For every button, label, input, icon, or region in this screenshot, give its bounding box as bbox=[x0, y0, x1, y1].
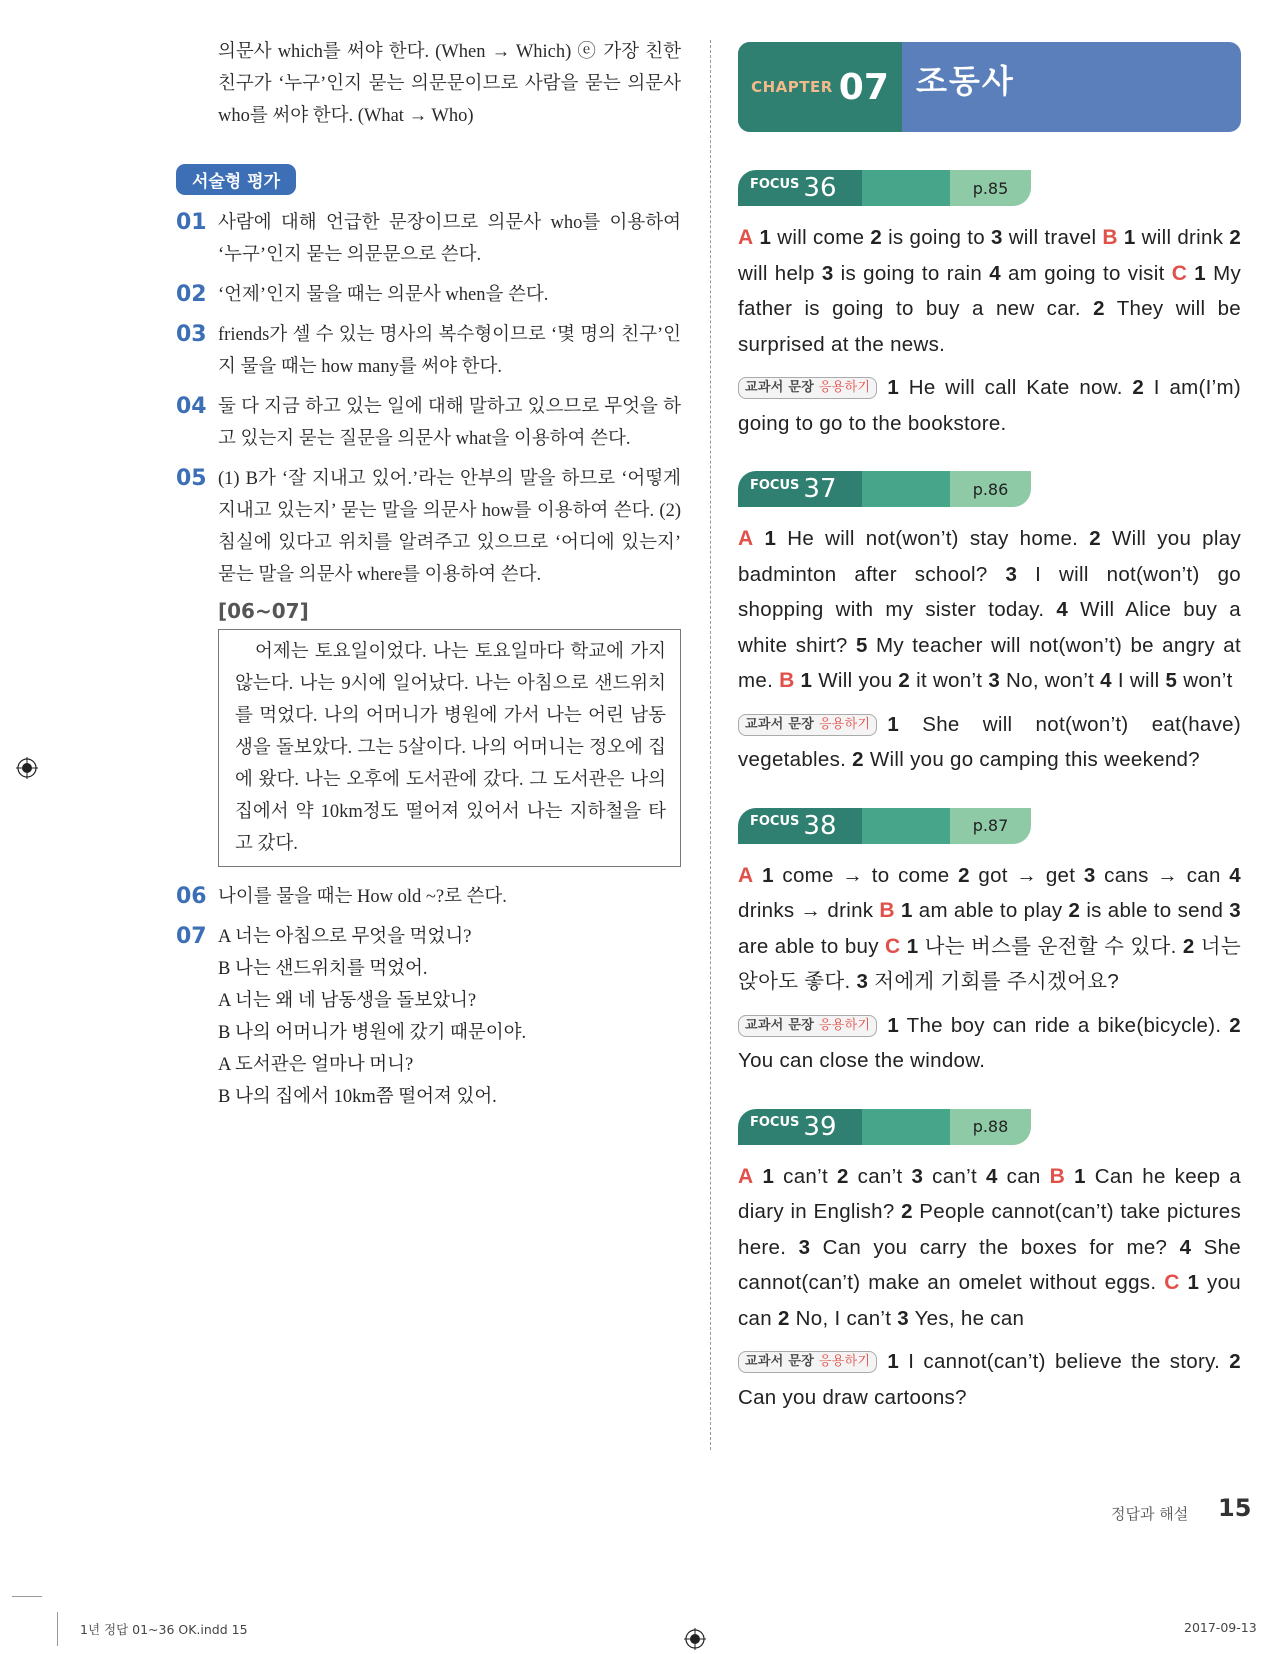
focus-bar bbox=[738, 808, 1031, 844]
crop-mark bbox=[12, 1596, 42, 1597]
section-letter: C bbox=[885, 934, 901, 958]
answer-text: Can he keep a diary in English? bbox=[738, 1164, 1242, 1223]
dialog-line: B 나의 어머니가 병원에 갔기 때문이야. bbox=[218, 1023, 527, 1043]
answer-text: Will you go camping this weekend? bbox=[863, 748, 1200, 771]
passage-text: 어제는 토요일이었다. 나는 토요일마다 학교에 가지 않는다. 나는 9시에 일어났다. 나는 아침으로 샌드위치를 먹었다. 나의 어머니가 병원에 가서 나는 어린 남동생을 돌보았다. 그는 5살이다. 나의 어머니는 정오에 집에 왔다. 나는 오후에 도서관에 갔다. 그 도서관은 나의 집에서 약 10km정도 떨어져 있어서 나는 지하철을 타고 갔다. bbox=[235, 642, 666, 854]
item-text: ‘언제’인지 물을 때는 의문사 when을 쓴다. bbox=[218, 285, 549, 305]
focus-word: FOCUS bbox=[750, 176, 800, 192]
answer-text: She will not(won’t) eat(have) vegetables. bbox=[738, 712, 1241, 771]
focus-answers bbox=[738, 220, 1241, 362]
answer-text: He will not(won’t) stay home. bbox=[776, 527, 1090, 550]
answer-text: is going to bbox=[882, 226, 991, 249]
textbook-answers bbox=[738, 707, 1241, 778]
focus-section bbox=[738, 170, 1241, 441]
answer-number: 3 bbox=[856, 970, 869, 993]
answer-text: No, I can’t bbox=[789, 1306, 898, 1330]
answer-item bbox=[176, 391, 681, 455]
focus-number: 37 bbox=[803, 474, 837, 504]
textbook-answers bbox=[738, 370, 1241, 441]
answer-item bbox=[176, 279, 681, 311]
answer-text: you can bbox=[738, 1271, 1241, 1330]
focus-word: FOCUS bbox=[750, 1115, 800, 1130]
focus-number: 38 bbox=[803, 810, 837, 841]
answer-number: 2 bbox=[1229, 1350, 1241, 1373]
section-letter: A bbox=[738, 226, 754, 249]
answer-text: 너는 앉아도 좋다. bbox=[738, 934, 1241, 993]
section-letter: A bbox=[738, 863, 754, 887]
answer-text: can’t bbox=[774, 1164, 837, 1188]
focus-number: 39 bbox=[803, 1111, 837, 1142]
answer-text: Will you play badminton after school? bbox=[738, 527, 1241, 586]
answer-text: You can close the window. bbox=[738, 1049, 986, 1072]
passage-box bbox=[218, 629, 681, 867]
answer-number: 5 bbox=[855, 633, 868, 657]
chapter-title: 조동사 bbox=[916, 62, 1015, 100]
section-letter: A bbox=[738, 527, 754, 550]
focus-number: 36 bbox=[803, 173, 837, 203]
answer-text: can’t bbox=[923, 1164, 986, 1188]
dialog-line: A 너는 아침으로 무엇을 먹었니? bbox=[218, 927, 472, 947]
focus-answers bbox=[738, 1159, 1241, 1337]
textbook-tag: 교과서 문장 응용하기 bbox=[738, 377, 877, 399]
answer-number: 1 bbox=[753, 226, 772, 249]
answer-number: 3 bbox=[911, 1164, 924, 1188]
answer-text: Can you carry the boxes for me? bbox=[810, 1235, 1180, 1259]
focus-word: FOCUS bbox=[750, 814, 800, 829]
answer-number: 4 bbox=[989, 261, 1001, 285]
section-letter: C bbox=[1164, 1271, 1180, 1294]
item-number: 06 bbox=[176, 884, 207, 909]
item-text: 둘 다 지금 하고 있는 일에 대해 말하고 있으므로 무엇을 하고 있는지 묻는 질문을 의문사 what을 이용하여 쓴다. bbox=[218, 397, 681, 449]
answer-text: Will Alice buy a white shirt? bbox=[738, 598, 1241, 657]
answer-text: I will not(won’t) go shopping with my sister today. bbox=[738, 562, 1241, 621]
answer-text: I will bbox=[1111, 669, 1166, 692]
answer-number: 3 bbox=[897, 1306, 909, 1330]
answer-number: 2 bbox=[1132, 376, 1145, 399]
answer-number: 2 bbox=[1229, 226, 1242, 249]
focus-page-ref: p.87 bbox=[950, 808, 1031, 844]
section-letter: C bbox=[1171, 261, 1188, 285]
answer-number: 3 bbox=[990, 226, 1003, 249]
answer-number: 2 bbox=[1089, 527, 1101, 550]
answer-number: 2 bbox=[898, 669, 911, 692]
focus-answers bbox=[738, 521, 1241, 699]
focus-answers bbox=[738, 858, 1241, 1000]
answer-items bbox=[176, 207, 681, 591]
answer-number: 3 bbox=[1083, 863, 1096, 887]
section-letter: B bbox=[1049, 1164, 1066, 1188]
dialog bbox=[218, 921, 681, 1113]
answer-number: 1 bbox=[753, 1164, 775, 1188]
item-number: 05 bbox=[176, 466, 207, 491]
answer-text: He will call Kate now. bbox=[899, 376, 1133, 399]
answer-number: 1 bbox=[900, 934, 919, 958]
focus-bar bbox=[738, 471, 1031, 507]
answer-text: My teacher will not(won’t) be angry at me. bbox=[738, 633, 1241, 692]
answer-number: 1 bbox=[753, 863, 774, 887]
focus-section bbox=[738, 808, 1241, 1079]
registration-mark-icon bbox=[16, 757, 38, 779]
answer-number: 1 bbox=[887, 1013, 900, 1037]
answer-number: 3 bbox=[798, 1235, 811, 1259]
answer-number: 1 bbox=[887, 712, 900, 736]
column-divider bbox=[710, 40, 711, 1450]
answer-number: 1 bbox=[1179, 1271, 1200, 1294]
answer-text: My father is going to buy a new car. bbox=[738, 261, 1241, 320]
answer-number: 3 bbox=[1005, 562, 1018, 586]
chapter-word: CHAPTER bbox=[751, 78, 833, 96]
answer-text: 저에게 기회를 주시겠어요? bbox=[868, 970, 1120, 993]
item-number: 04 bbox=[176, 394, 207, 419]
answer-number: 1 bbox=[894, 899, 913, 922]
item-number: 03 bbox=[176, 322, 207, 347]
footer-label: 정답과 해설 bbox=[1111, 1505, 1189, 1523]
focus-section bbox=[738, 1109, 1241, 1416]
focus-bar bbox=[738, 170, 1031, 206]
answer-number: 5 bbox=[1165, 669, 1178, 692]
answer-text: won’t bbox=[1177, 669, 1233, 692]
answer-item bbox=[176, 921, 681, 1113]
item-number: 01 bbox=[176, 210, 207, 235]
focus-page-ref: p.85 bbox=[950, 170, 1031, 206]
answer-text: is able to send bbox=[1080, 899, 1230, 922]
answer-number: 2 bbox=[1229, 1013, 1241, 1037]
intro-paragraph: 의문사 which를 써야 한다. (When → Which) ⓔ 가장 친한 친구가 ‘누구’인지 묻는 의문문이므로 사람을 묻는 의문사 who를 써야 한다. (What → Who) bbox=[218, 42, 681, 126]
answer-text: drinks → drink bbox=[738, 899, 880, 922]
textbook-tag: 교과서 문장 응용하기 bbox=[738, 714, 877, 736]
focus-word: FOCUS bbox=[750, 477, 800, 493]
item-number: 07 bbox=[176, 924, 207, 949]
section-badge: 서술형 평가 bbox=[176, 164, 296, 195]
answer-number: 3 bbox=[821, 261, 834, 285]
answer-text: are able to buy bbox=[738, 934, 886, 958]
left-column bbox=[176, 36, 681, 1121]
answer-number: 4 bbox=[1100, 669, 1112, 692]
answer-text: come → to come bbox=[773, 863, 959, 887]
answer-number: 1 bbox=[753, 527, 777, 550]
answer-number: 4 bbox=[1179, 1235, 1192, 1259]
textbook-answers bbox=[738, 1344, 1241, 1415]
textbook-answers bbox=[738, 1008, 1241, 1079]
answer-number: 2 bbox=[1068, 899, 1081, 922]
answer-number: 3 bbox=[988, 669, 1001, 692]
answer-text: am able to play bbox=[912, 899, 1069, 922]
answer-number: 2 bbox=[901, 1200, 913, 1223]
dialog-line: B 나는 샌드위치를 먹었어. bbox=[218, 959, 428, 979]
focus-sections bbox=[738, 170, 1241, 1415]
focus-section bbox=[738, 471, 1241, 778]
answer-item bbox=[176, 319, 681, 383]
dialog-line: A 너는 왜 네 남동생을 돌보았니? bbox=[218, 991, 477, 1011]
answer-text: am going to visit bbox=[1000, 261, 1172, 285]
answer-text: will help bbox=[738, 261, 822, 285]
answer-number: 2 bbox=[777, 1306, 790, 1330]
textbook-tag: 교과서 문장 응용하기 bbox=[738, 1015, 877, 1037]
answer-item bbox=[176, 463, 681, 591]
answer-text: can bbox=[997, 1164, 1050, 1188]
section-letter: B bbox=[1102, 226, 1118, 249]
answer-text: it won’t bbox=[910, 669, 989, 692]
focus-page-ref: p.86 bbox=[950, 471, 1031, 507]
answer-number: 4 bbox=[985, 1164, 998, 1188]
answer-number: 1 bbox=[1117, 226, 1136, 249]
answer-number: 2 bbox=[1182, 934, 1195, 958]
answer-text: Will you bbox=[812, 669, 899, 692]
answer-text: I am(I’m) going to go to the bookstore. bbox=[738, 376, 1241, 435]
answer-text: will travel bbox=[1002, 226, 1103, 249]
answer-text: I cannot(can’t) believe the story. bbox=[899, 1350, 1230, 1373]
answer-text: will come bbox=[771, 226, 871, 249]
answer-text: The boy can ride a bike(bicycle). bbox=[899, 1013, 1230, 1037]
chapter-header bbox=[738, 42, 1241, 132]
chapter-label bbox=[738, 42, 902, 132]
answer-text: Yes, he can bbox=[908, 1306, 1025, 1330]
answer-text: cans → can bbox=[1095, 863, 1230, 887]
dialog-line: A 도서관은 얼마나 머니? bbox=[218, 1055, 414, 1075]
answer-number: 3 bbox=[1229, 899, 1241, 922]
slug-filename: 1년 정답 01~36 OK.indd 15 bbox=[80, 1622, 248, 1637]
item-text: 사람에 대해 언급한 문장이므로 의문사 who를 이용하여 ‘누구’인지 묻는 의문문으로 쓴다. bbox=[218, 213, 681, 265]
answer-number: 4 bbox=[1229, 863, 1241, 887]
chapter-number: 07 bbox=[838, 66, 889, 108]
answer-text: Can you draw cartoons? bbox=[738, 1385, 967, 1409]
slug-date: 2017-09-13 bbox=[1184, 1620, 1257, 1635]
answer-number: 1 bbox=[887, 1350, 900, 1373]
answer-number: 1 bbox=[794, 669, 813, 692]
focus-page-ref: p.88 bbox=[950, 1109, 1031, 1145]
answer-item bbox=[176, 881, 681, 913]
answer-number: 2 bbox=[1093, 297, 1105, 320]
answer-text: They will be surprised at the news. bbox=[738, 297, 1241, 356]
answer-number: 2 bbox=[836, 1164, 849, 1188]
answer-number: 4 bbox=[1056, 598, 1069, 621]
section-letter: A bbox=[738, 1164, 754, 1188]
answer-number: 1 bbox=[1187, 261, 1206, 285]
answer-number: 1 bbox=[1065, 1164, 1086, 1188]
answer-number: 2 bbox=[852, 748, 864, 771]
section-letter: B bbox=[779, 669, 795, 692]
answer-text: got → get bbox=[969, 863, 1084, 887]
answer-text: can’t bbox=[848, 1164, 912, 1188]
right-column bbox=[738, 42, 1241, 1445]
answer-number: 2 bbox=[870, 226, 883, 249]
dialog-line: B 나의 집에서 10km쯤 떨어져 있어. bbox=[218, 1087, 497, 1107]
page-number: 15 bbox=[1218, 1494, 1252, 1522]
crop-mark bbox=[57, 1612, 58, 1646]
registration-mark-icon bbox=[684, 1628, 706, 1650]
answer-text: will drink bbox=[1135, 226, 1230, 249]
item-text: friends가 셀 수 있는 명사의 복수형이므로 ‘몇 명의 친구’인지 물을 때는 how many를 써야 한다. bbox=[218, 325, 681, 377]
answer-item bbox=[176, 207, 681, 271]
focus-bar bbox=[738, 1109, 1031, 1145]
range-label: [06~07] bbox=[218, 599, 309, 623]
answer-number: 2 bbox=[958, 863, 970, 887]
answer-text: No, won’t bbox=[1000, 669, 1101, 692]
answer-text: is going to rain bbox=[833, 261, 990, 285]
item-number: 02 bbox=[176, 282, 207, 307]
item-text: (1) B가 ‘잘 지내고 있어.’라는 안부의 말을 하므로 ‘어떻게 지내고 있는지’ 묻는 말을 의문사 how를 이용하여 쓴다. (2) 침실에 있다고 위치를 알려주고 있으므로 ‘어디에 있는지’ 묻는 말을 의문사 where를 이용하여 쓴다. bbox=[218, 469, 681, 585]
answer-text: She cannot(can’t) make an omelet without eggs. bbox=[738, 1235, 1241, 1294]
answer-number: 1 bbox=[887, 376, 900, 399]
answer-text: People cannot(can’t) take pictures here. bbox=[738, 1200, 1242, 1259]
textbook-tag: 교과서 문장 응용하기 bbox=[738, 1351, 877, 1373]
section-letter: B bbox=[879, 899, 895, 922]
item-text: 나이를 물을 때는 How old ~?로 쓴다. bbox=[218, 887, 507, 907]
answer-text: 나는 버스를 운전할 수 있다. bbox=[918, 934, 1183, 958]
